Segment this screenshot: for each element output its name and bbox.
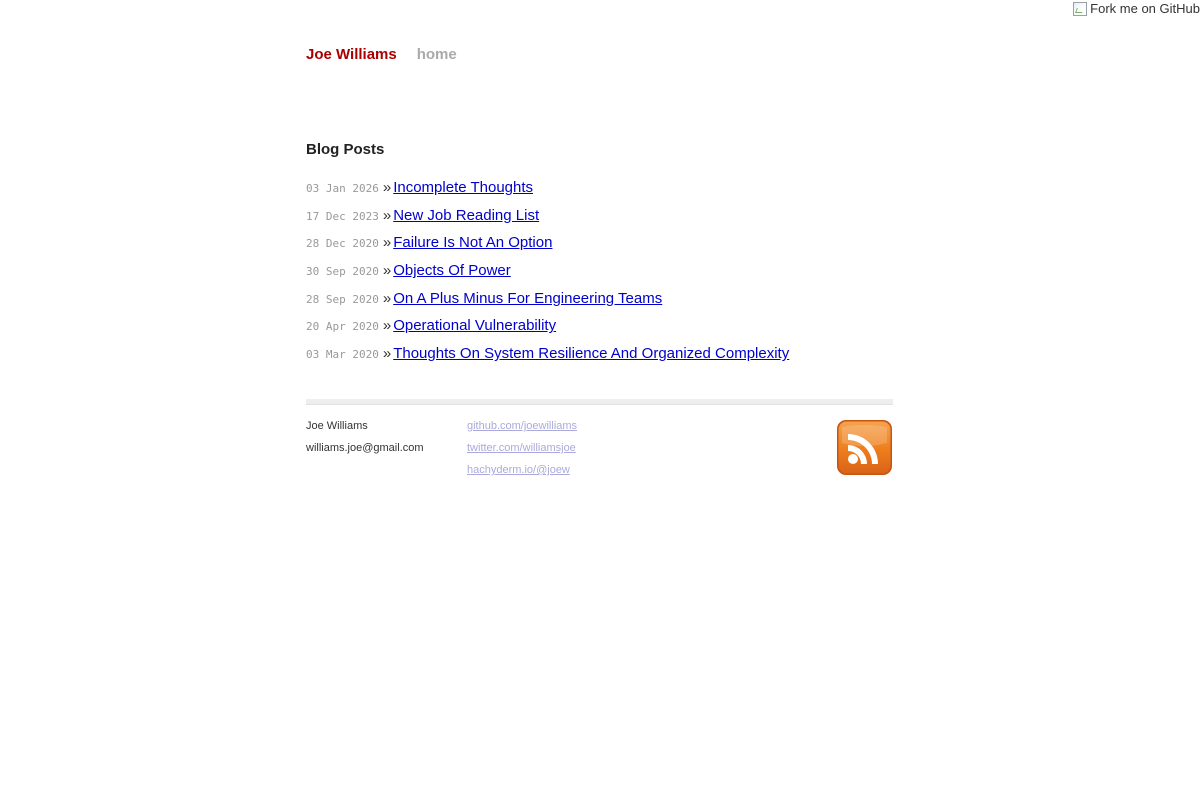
blog-posts-heading: Blog Posts [306,141,385,158]
post-date: 03 Jan 2026 [306,182,379,195]
post-separator: » [382,234,392,252]
footer-email: williams.joe@gmail.com [306,442,424,454]
broken-image-icon [1073,2,1087,16]
site-header [306,46,457,63]
post-link[interactable]: Objects Of Power [393,262,511,280]
mastodon-link[interactable]: hachyderm.io/@joew [467,464,570,476]
fork-link-label: Fork me on GitHub [1090,0,1200,16]
post-date: 28 Sep 2020 [306,292,379,306]
post-list-item [306,234,893,262]
post-date: 17 Dec 2023 [306,209,379,223]
post-link[interactable]: New Job Reading List [393,206,540,224]
post-link[interactable]: On A Plus Minus For Engineering Teams [393,289,663,307]
fork-me-on-github-link[interactable] [1073,0,1200,16]
post-list-item [306,290,893,318]
post-date: 28 Dec 2020 [306,237,379,251]
post-list-item [306,317,893,345]
footer-social-links [467,419,577,485]
post-separator: » [382,289,392,307]
post-link[interactable]: Operational Vulnerability [393,317,557,335]
nav-home-link[interactable]: home [416,46,457,63]
post-separator: » [382,179,392,196]
post-separator: » [382,317,392,335]
post-separator: » [382,345,392,363]
post-date: 20 Apr 2020 [306,320,379,334]
post-list-item [306,179,893,207]
github-link[interactable]: github.com/joewilliams [467,420,578,432]
post-date: 30 Sep 2020 [306,265,379,279]
site-title-link[interactable]: Joe Williams [306,46,397,63]
footer-divider [306,399,893,405]
twitter-link[interactable]: twitter.com/williamsjoe [467,442,576,454]
post-list-item [306,262,893,290]
rss-feed-link[interactable] [836,419,893,476]
post-list-item [306,207,893,235]
rss-feed-icon [836,419,893,476]
post-link[interactable]: Thoughts On System Resilience And Organized Complexity [393,345,790,363]
post-link[interactable]: Incomplete Thoughts [393,179,534,196]
post-separator: » [382,262,392,280]
post-link[interactable]: Failure Is Not An Option [393,234,553,252]
footer-name: Joe Williams [306,420,368,432]
footer-contact [306,419,424,463]
blog-post-list [306,179,893,373]
post-list-item [306,345,893,373]
post-separator: » [382,206,392,224]
post-date: 03 Mar 2020 [306,348,379,362]
